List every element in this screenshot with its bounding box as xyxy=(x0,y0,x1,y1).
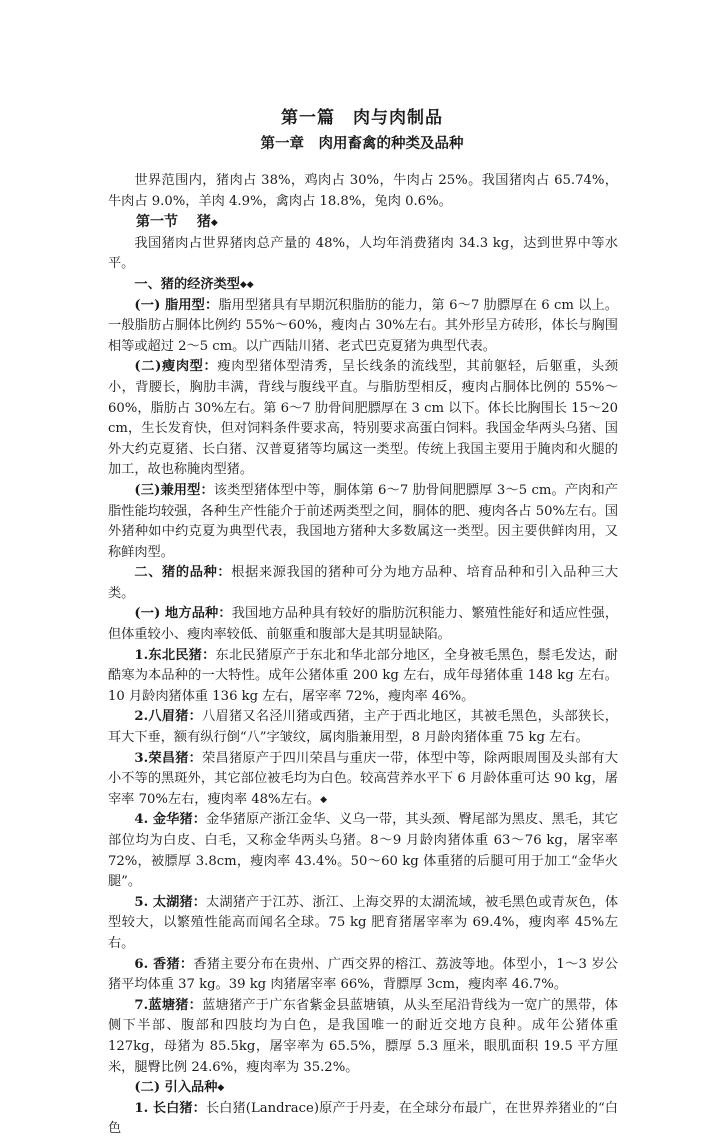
breed-paragraph xyxy=(108,996,618,1078)
term-text: 该类型猪体型中等，胴体第 6～7 肋骨间肥膘厚 3～5 cm。产肉和产脂性能均较强，各种生产性能介于前述两类型之间，胴体的肥、瘦肉各占 50%左右。国外猪种如中约克夏为典型代表，我国地方猪种大多数属这一类型。因主要供鲜肉用，又称鲜肉型。 xyxy=(108,482,618,560)
diamond-icon: ◆ xyxy=(320,794,327,805)
breed-label: 6. 香猪： xyxy=(134,956,194,972)
breed-text: 香猪主要分布在贵州、广西交界的榕江、荔波等地。体型小，1～3 岁公猪平均体重 37 kg。39 kg 肉猪屠宰率 66%，背膘厚 3cm，瘦肉率 46.7%。 xyxy=(108,956,618,993)
breed-paragraph xyxy=(108,707,618,748)
section-heading xyxy=(108,212,618,234)
breed-label: 3.荣昌猪： xyxy=(134,750,203,766)
document-body xyxy=(108,171,618,1140)
intro-paragraph: 世界范围内，猪肉占 38%，鸡肉占 30%，牛肉占 25%。我国猪肉占 65.74%，牛肉占 9.0%，羊肉 4.9%，禽肉占 18.8%，兔肉 0.6%。 xyxy=(108,173,618,209)
term-label: (三)兼用型： xyxy=(134,482,214,498)
breed-paragraph xyxy=(108,893,618,955)
term-label: (二)瘦肉型： xyxy=(134,359,218,375)
breed-text: 八眉猪又名泾川猪或西猪，主产于西北地区，其被毛黑色，头部狭长，耳大下垂，额有纵行倒“八”字皱纹，属肉脂兼用型，8 月龄肉猪体重 75 kg 左右。 xyxy=(108,709,618,746)
term-text: 我国地方品种具有较好的脂肪沉积能力、繁殖性能好和适应性强，但体重较小、瘦肉率较低、前躯重和腹部大是其明显缺陷。 xyxy=(108,606,619,643)
fat-type-paragraph xyxy=(108,296,618,358)
section-title: 第一节 猪 xyxy=(136,214,211,231)
heading-body: 根据来源我国的猪种可分为地方品种、培育品种和引入品种三大类。 xyxy=(108,565,619,601)
local-breeds-paragraph xyxy=(108,604,618,645)
term-text: 脂用型猪具有早期沉积脂肪的能力，第 6～7 肋膘厚在 6 cm 以上。一般脂肪占胴体比例约 55%～60%，瘦肉占 30%左右。其外形呈方砖形，体长与胸围相等或超过 2～5 cm。以广西陆川猪、老式巴克夏猪为典型代表。 xyxy=(108,297,618,354)
term-text: 瘦肉型猪体型清秀，呈长线条的流线型，其前躯轻，后躯重，头颈小，背腰长，胸肋丰满，背线与腹线平直。与脂肪型相反，瘦肉占胴体比例的 55%～60%，脂肪占 30%左右。第 6～7 肋骨间肥膘厚在 3 cm 以下。体长比胸围长 15～20 cm，生长发育快，但对饲料条件要求高，特别要求高蛋白饲料。我国金华两头乌猪、国外大约克夏猪、长白猪、汉普夏猪等均属这一类型。传统上我国主要用于腌肉和火腿的加工，故也称腌肉型猪。 xyxy=(108,359,618,478)
breeds-heading-paragraph xyxy=(108,563,618,604)
diamond-icon: ◆ xyxy=(217,1083,225,1094)
economic-types-heading xyxy=(108,275,618,296)
breed-paragraph xyxy=(108,646,618,708)
breed-text: 太湖猪产于江苏、浙江、上海交界的太湖流域，被毛黑色或青灰色，体型较大，以繁殖性能高而闻名全球。75 kg 肥育猪屠宰率为 69.4%，瘦肉率 45%左右。 xyxy=(108,894,619,951)
pig-share-paragraph: 我国猪肉占世界猪肉总产量的 48%，人均年消费猪肉 34.3 kg，达到世界中等水平。 xyxy=(108,235,618,272)
breed-label: 2.八眉猪： xyxy=(134,709,203,725)
breed-label: 7.蓝塘猪： xyxy=(134,997,203,1013)
breed-text: 东北民猪原产于东北和华北部分地区，全身被毛黑色，鬃毛发达，耐酷寒为本品种的一大特性。成年公猪体重 200 kg 左右，成年母猪体重 148 kg 左右。10 月龄肉猪体重 136 kg 左右，屠宰率 72%，瘦肉率 46%。 xyxy=(108,647,618,704)
breed-text: 蓝塘猪产于广东省紫金县蓝塘镇，从头至尾沿背线为一宽广的黑带，体侧下半部、腹部和四肢均为白色，是我国唯一的耐近交地方良种。成年公猪体重 127kg，母猪为 85.5kg，屠宰率为 65.5%，膘厚 5.3 厘米，眼肌面积 19.5 平方厘米，腿臀比例 24.6%，瘦肉率为 35.2%。 xyxy=(108,997,618,1075)
heading-text: 二、猪的品种： xyxy=(134,565,232,581)
breed-paragraph xyxy=(108,749,618,811)
term-label: (二) 引入品种 xyxy=(134,1080,218,1096)
term-label: (一) 地方品种： xyxy=(134,606,232,622)
breed-text: 长白猪(Landrace)原产于丹麦，在全球分布最广，在世界养猪业的“白色 xyxy=(108,1100,618,1137)
heading-text: 一、猪的经济类型 xyxy=(134,276,240,292)
breed-paragraph xyxy=(108,810,618,892)
breed-label: 4. 金华猪： xyxy=(134,812,207,828)
breed-label: 1. 长白猪： xyxy=(134,1100,206,1116)
breed-paragraph xyxy=(108,955,618,996)
lean-type-paragraph xyxy=(108,357,618,481)
term-label: (一) 脂用型： xyxy=(134,297,219,313)
breed-label: 1.东北民猪： xyxy=(134,647,216,663)
imported-breeds-heading xyxy=(108,1078,618,1099)
breed-label: 5. 太湖猪： xyxy=(134,894,207,910)
chapter-title: 第一章 肉用畜禽的种类及品种 xyxy=(260,135,464,152)
dual-type-paragraph xyxy=(108,481,618,563)
diamond-icon: ◆ xyxy=(210,218,218,229)
landrace-paragraph xyxy=(108,1099,618,1140)
breed-text: 荣昌猪原产于四川荣昌与重庆一带，体型中等，除两眼周围及头部有大小不等的黑斑外，其它部位被毛均为白色。较高营养水平下 6 月龄体重可达 90 kg，屠宰率 70%左右，瘦肉率 48%左右。 xyxy=(108,750,618,807)
breed-text: 金华猪原产浙江金华、义乌一带，其头颈、臀尾部为黑皮、黑毛，其它部位均为白皮、白毛，又称金华两头乌猪。8～9 月龄肉猪体重 63～76 kg，屠宰率 72%，被膘厚 3.8cm，瘦肉率 43.4%。50～60 kg 体重猪的后腿可用于加工“金华火腿”。 xyxy=(108,812,619,890)
part-title: 第一篇 肉与肉制品 xyxy=(281,108,443,128)
diamond-icon: ◆◆ xyxy=(239,279,254,290)
